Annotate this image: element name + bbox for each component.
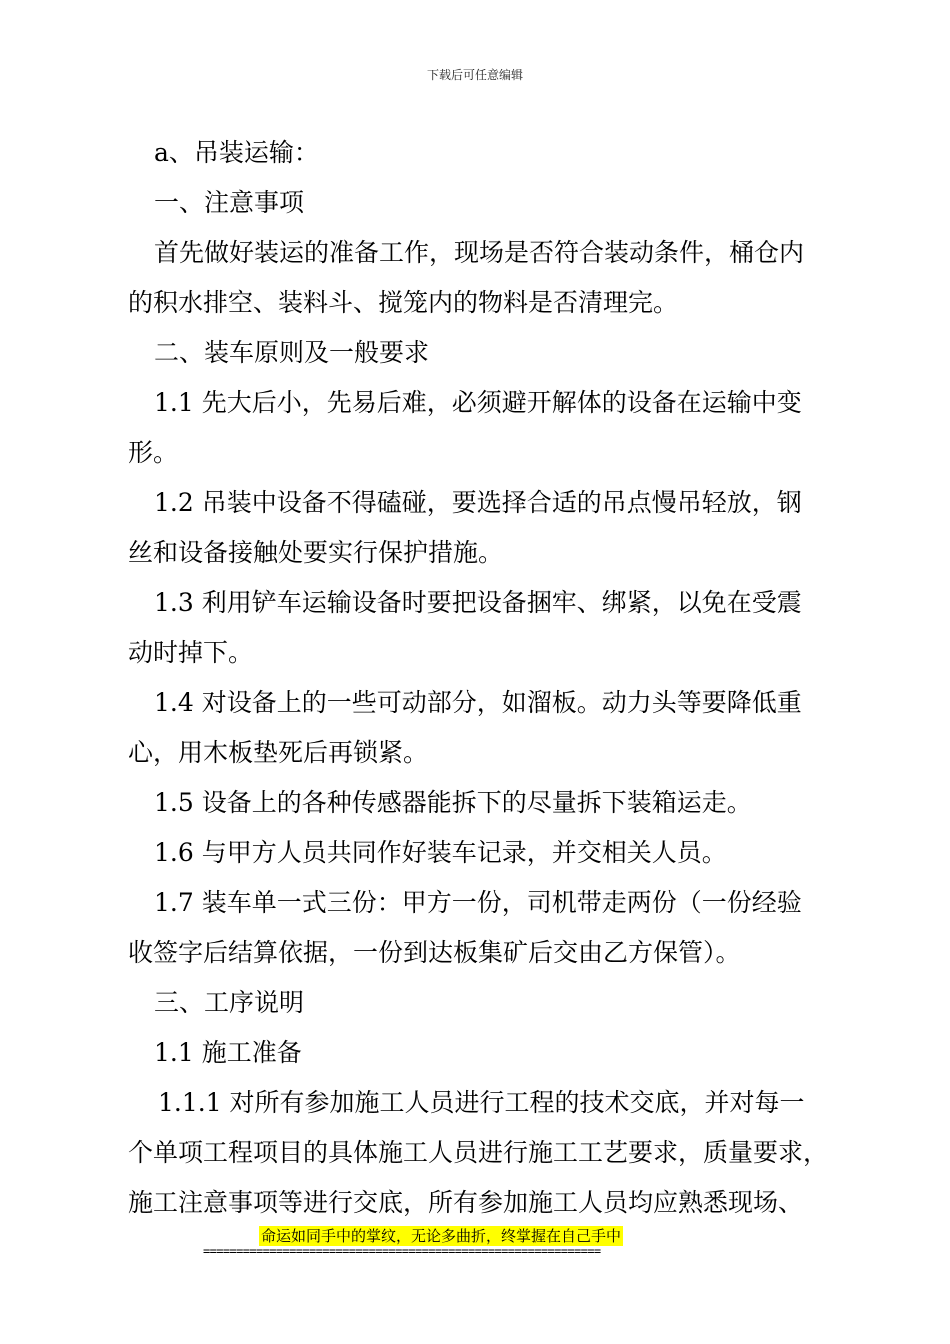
- paragraph-line: 1.7 装车单一式三份：甲方一份，司机带走两份（一份经验: [154, 888, 802, 917]
- paragraph-line: 形。: [128, 438, 179, 467]
- paragraph-line: 1.4 对设备上的一些可动部分，如溜板。动力头等要降低重: [154, 688, 802, 717]
- paragraph-line: 动时掉下。: [128, 638, 254, 667]
- paragraph-line: 1.1 先大后小，先易后难，必须避开解体的设备在运输中变: [154, 388, 802, 417]
- section-a-title: a、吊装运输：: [154, 138, 319, 167]
- footer-motto: 命运如同手中的掌纹，无论多曲折，终掌握在自己手中: [261, 1227, 622, 1245]
- document-body: [128, 128, 828, 1228]
- heading-preparation: 1.1 施工准备: [154, 1038, 302, 1067]
- paragraph-line: 个单项工程项目的具体施工人员进行施工工艺要求，质量要求，: [128, 1138, 828, 1167]
- heading-notes: 一、注意事项: [154, 188, 305, 217]
- heading-loading-principles: 二、装车原则及一般要求: [154, 338, 430, 367]
- header-note: 下载后可任意编辑: [426, 68, 523, 82]
- heading-process: 三、工序说明: [154, 988, 305, 1017]
- paragraph-line: 1.1.1 对所有参加施工人员进行工程的技术交底，并对每一: [158, 1088, 805, 1117]
- paragraph-line: 的积水排空、装料斗、搅笼内的物料是否清理完。: [128, 288, 679, 317]
- paragraph-line: 1.5 设备上的各种传感器能拆下的尽量拆下装箱运走。: [154, 788, 752, 817]
- paragraph-line: 心，用木板垫死后再锁紧。: [128, 738, 429, 767]
- paragraph-line: 1.2 吊装中设备不得磕碰，要选择合适的吊点慢吊轻放，钢: [154, 488, 802, 517]
- paragraph-line: 丝和设备接触处要实行保护措施。: [128, 538, 504, 567]
- paragraph-line: 施工注意事项等进行交底，所有参加施工人员均应熟悉现场、: [128, 1188, 804, 1217]
- paragraph-line: 1.3 利用铲车运输设备时要把设备捆牢、绑紧，以免在受震: [154, 588, 802, 617]
- paragraph-line: 首先做好装运的准备工作，现场是否符合装动条件，桶仓内: [154, 238, 805, 267]
- paragraph-line: 收签字后结算依据，一份到达板集矿后交由乙方保管）。: [128, 938, 741, 967]
- footer-rule: ============================================================: [203, 1244, 601, 1258]
- paragraph-line: 1.6 与甲方人员共同作好装车记录，并交相关人员。: [154, 838, 727, 867]
